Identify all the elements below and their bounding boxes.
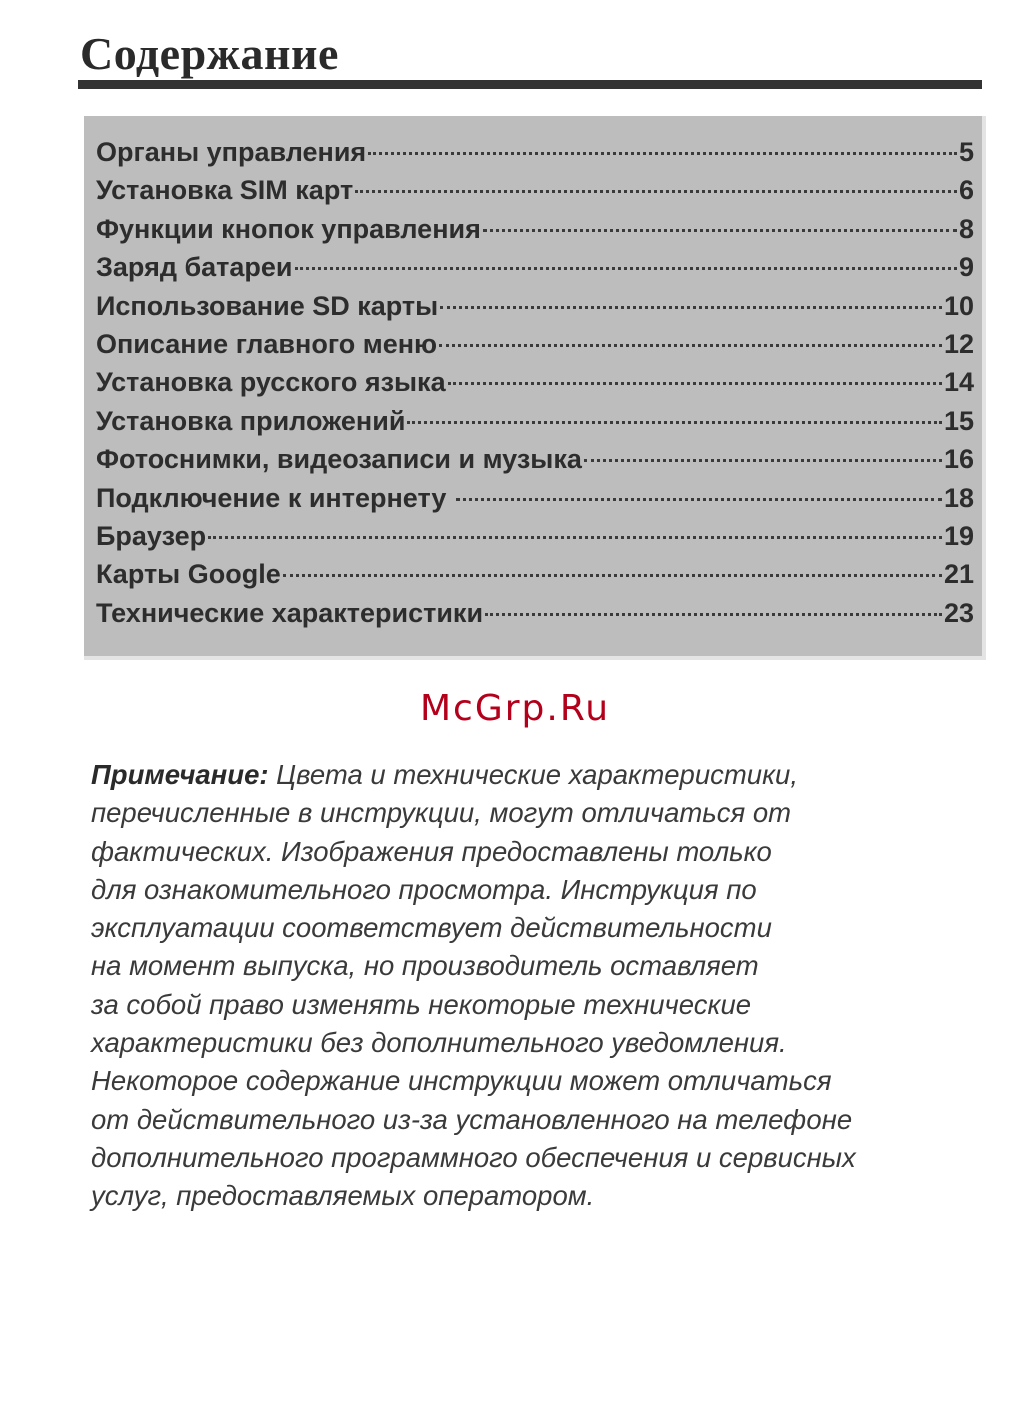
toc-entry[interactable] xyxy=(96,325,974,363)
toc-dot-leader xyxy=(483,229,957,232)
toc-entry-page: 6 xyxy=(958,175,974,206)
toc-entry[interactable] xyxy=(96,363,974,401)
toc-dot-leader xyxy=(485,613,942,616)
note-line: эксплуатации соответствует действительности xyxy=(91,912,772,944)
toc-dot-leader xyxy=(295,267,957,270)
note-paragraph xyxy=(91,756,991,1216)
toc-entry[interactable] xyxy=(96,171,974,209)
toc-dot-leader xyxy=(368,152,957,155)
toc-dot-leader xyxy=(283,574,942,577)
page-title: Содержание xyxy=(80,28,339,79)
toc-entry-title: Установка русского языка xyxy=(96,367,446,398)
note-label: Примечание: xyxy=(91,759,269,790)
toc-entry[interactable] xyxy=(96,133,974,171)
toc-entry-page: 8 xyxy=(958,213,974,244)
note-line: характеристики без дополнительного уведомления. xyxy=(91,1027,787,1059)
toc-entry-page: 9 xyxy=(958,252,974,283)
table-of-contents xyxy=(84,116,986,660)
toc-entry[interactable] xyxy=(96,440,974,478)
watermark-text: McGrp.Ru xyxy=(419,688,611,729)
note-line: за собой право изменять некоторые технические xyxy=(91,988,752,1020)
toc-entry[interactable] xyxy=(96,479,974,517)
toc-entry[interactable] xyxy=(96,402,974,440)
note-line: услуг, предоставляемых оператором. xyxy=(91,1180,595,1212)
toc-entry-title: Функции кнопок управления xyxy=(96,213,481,244)
toc-entry-title: Подключение к интернету xyxy=(96,482,454,513)
toc-dot-leader xyxy=(355,190,957,193)
note-line: для ознакомительного просмотра. Инструкция по xyxy=(91,873,757,905)
note-line xyxy=(91,756,991,794)
toc-entry-title: Фотоснимки, видеозаписи и музыка xyxy=(96,444,582,475)
toc-entry[interactable] xyxy=(96,210,974,248)
toc-entry[interactable] xyxy=(96,248,974,286)
toc-entry-page: 15 xyxy=(943,405,974,436)
toc-entry-page: 19 xyxy=(943,520,974,551)
toc-dot-leader xyxy=(456,498,942,501)
toc-entry-page: 18 xyxy=(943,482,974,513)
toc-entry-page: 12 xyxy=(943,328,974,359)
title-divider xyxy=(78,80,982,89)
toc-dot-leader xyxy=(208,536,942,539)
toc-entry-title: Технические характеристики xyxy=(96,597,484,628)
toc-entry-page: 16 xyxy=(943,444,974,475)
toc-dot-leader xyxy=(407,421,942,424)
toc-entry-page: 23 xyxy=(943,597,974,628)
toc-entry-page: 14 xyxy=(943,367,974,398)
toc-entry-title: Браузер xyxy=(96,520,207,551)
toc-entry-page: 5 xyxy=(958,137,974,167)
toc-list xyxy=(96,133,974,632)
toc-entry-title: Описание главного меню xyxy=(96,328,438,359)
toc-entry-page: 10 xyxy=(943,290,974,321)
toc-entry-title: Органы управления xyxy=(96,137,367,167)
note-line: дополнительного программного обеспечения и сервисных xyxy=(91,1141,856,1173)
note-line: фактических. Изображения предоставлены только xyxy=(91,835,772,867)
note-line: от действительного из-за установленного на телефоне xyxy=(91,1103,853,1135)
note-line: Некоторое содержание инструкции может отличаться xyxy=(91,1065,832,1097)
toc-entry-title: Установка приложений xyxy=(96,405,406,436)
toc-entry-title: Использование SD карты xyxy=(96,290,439,321)
toc-entry[interactable] xyxy=(96,594,974,632)
note-line: на момент выпуска, но производитель оставляет xyxy=(91,950,759,982)
toc-dot-leader xyxy=(584,459,942,462)
toc-entry[interactable] xyxy=(96,555,974,593)
toc-dot-leader xyxy=(440,306,942,309)
toc-entry[interactable] xyxy=(96,287,974,325)
toc-entry-title: Установка SIM карт xyxy=(96,175,354,206)
toc-entry-page: 21 xyxy=(943,559,974,590)
toc-dot-leader xyxy=(448,382,942,385)
toc-entry-title: Карты Google xyxy=(96,559,281,590)
toc-entry[interactable] xyxy=(96,517,974,555)
toc-dot-leader xyxy=(439,344,942,347)
toc-entry-title: Заряд батареи xyxy=(96,252,293,283)
note-line-text: Цвета и технические характеристики, xyxy=(268,759,798,790)
note-line: перечисленные в инструкции, могут отличаться от xyxy=(91,797,792,829)
